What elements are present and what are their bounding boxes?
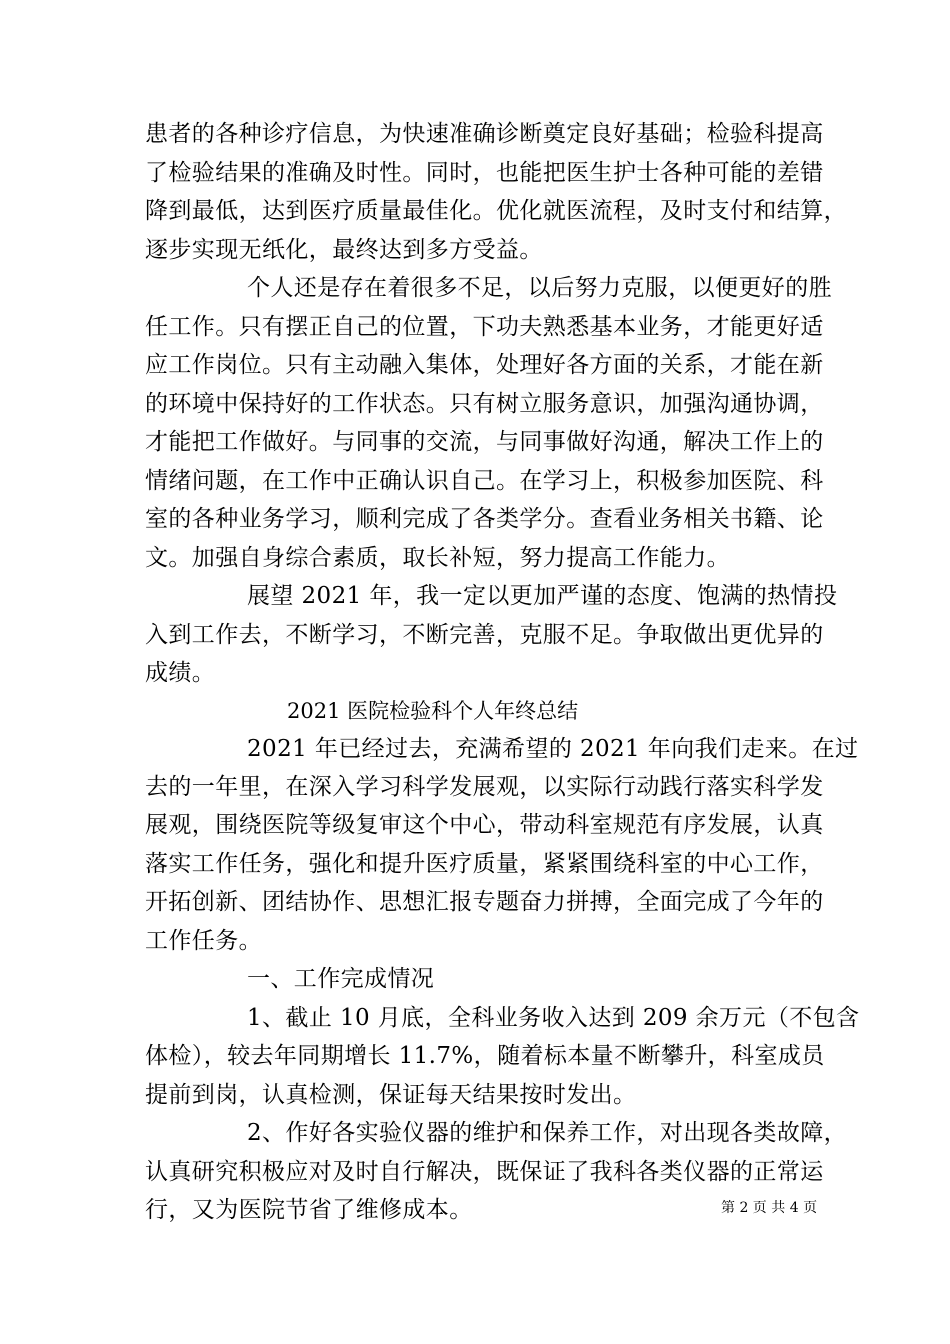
section-title: 2021 医院检验科个人年终总结 <box>287 699 579 723</box>
paragraph-line: 提前到岗，认真检测，保证每天结果按时发出。 <box>145 1082 637 1108</box>
paragraph-line: 室的各种业务学习，顺利完成了各类学分。查看业务相关书籍、论 <box>145 506 824 532</box>
paragraph-line: 文。加强自身综合素质，取长补短，努力提高工作能力。 <box>145 545 730 571</box>
paragraph-line: 落实工作任务，强化和提升医疗质量，紧紧围绕科室的中心工作， <box>145 851 824 877</box>
paragraph-line: 才能把工作做好。与同事的交流，与同事做好沟通，解决工作上的 <box>145 429 824 455</box>
paragraph-line: 1、截止 10 月底，全科业务收入达到 209 余万元（不包含 <box>247 1005 860 1031</box>
paragraph-line: 应工作岗位。只有主动融入集体，处理好各方面的关系，才能在新 <box>145 352 824 378</box>
paragraph-line: 2、作好各实验仪器的维护和保养工作，对出现各类故障， <box>247 1120 848 1146</box>
paragraph-line: 任工作。只有摆正自己的位置，下功夫熟悉基本业务，才能更好适 <box>145 314 824 340</box>
paragraph-line: 2021 年已经过去，充满希望的 2021 年向我们走来。在过 <box>247 736 859 762</box>
paragraph-line: 入到工作去，不断学习，不断完善，克服不足。争取做出更优异的 <box>145 622 824 648</box>
paragraph-line: 个人还是存在着很多不足，以后努力克服，以便更好的胜 <box>247 275 832 301</box>
paragraph-line: 展观，围绕医院等级复审这个中心，带动科室规范有序发展，认真 <box>145 812 824 838</box>
page-footer: 第 2 页 共 4 页 <box>721 1200 818 1216</box>
paragraph-line: 认真研究积极应对及时自行解决，既保证了我科各类仪器的正常运 <box>145 1159 824 1185</box>
section-heading: 一、工作完成情况 <box>247 966 435 992</box>
paragraph-line: 体检），较去年同期增长 11.7%，随着标本量不断攀升，科室成员 <box>145 1043 825 1069</box>
paragraph-line: 去的一年里，在深入学习科学发展观，以实际行动践行落实科学发 <box>145 774 824 800</box>
paragraph-line: 展望 2021 年，我一定以更加严谨的态度、饱满的热情投 <box>247 583 838 609</box>
paragraph-line: 了检验结果的准确及时性。同时，也能把医生护士各种可能的差错 <box>145 160 824 186</box>
paragraph-line: 行，又为医院节省了维修成本。 <box>145 1197 473 1223</box>
paragraph-line: 逐步实现无纸化，最终达到多方受益。 <box>145 237 543 263</box>
paragraph-line: 开拓创新、团结协作、思想汇报专题奋力拼搏，全面完成了今年的 <box>145 889 824 915</box>
paragraph-line: 的环境中保持好的工作状态。只有树立服务意识，加强沟通协调， <box>145 391 824 417</box>
paragraph-line: 患者的各种诊疗信息，为快速准确诊断奠定良好基础；检验科提高 <box>145 121 824 147</box>
paragraph-line: 降到最低，达到医疗质量最佳化。优化就医流程，及时支付和结算， <box>145 198 847 224</box>
paragraph-line: 成绩。 <box>145 660 216 686</box>
paragraph-line: 情绪问题，在工作中正确认识自己。在学习上，积极参加医院、科 <box>145 468 824 494</box>
paragraph-line: 工作任务。 <box>145 928 262 954</box>
